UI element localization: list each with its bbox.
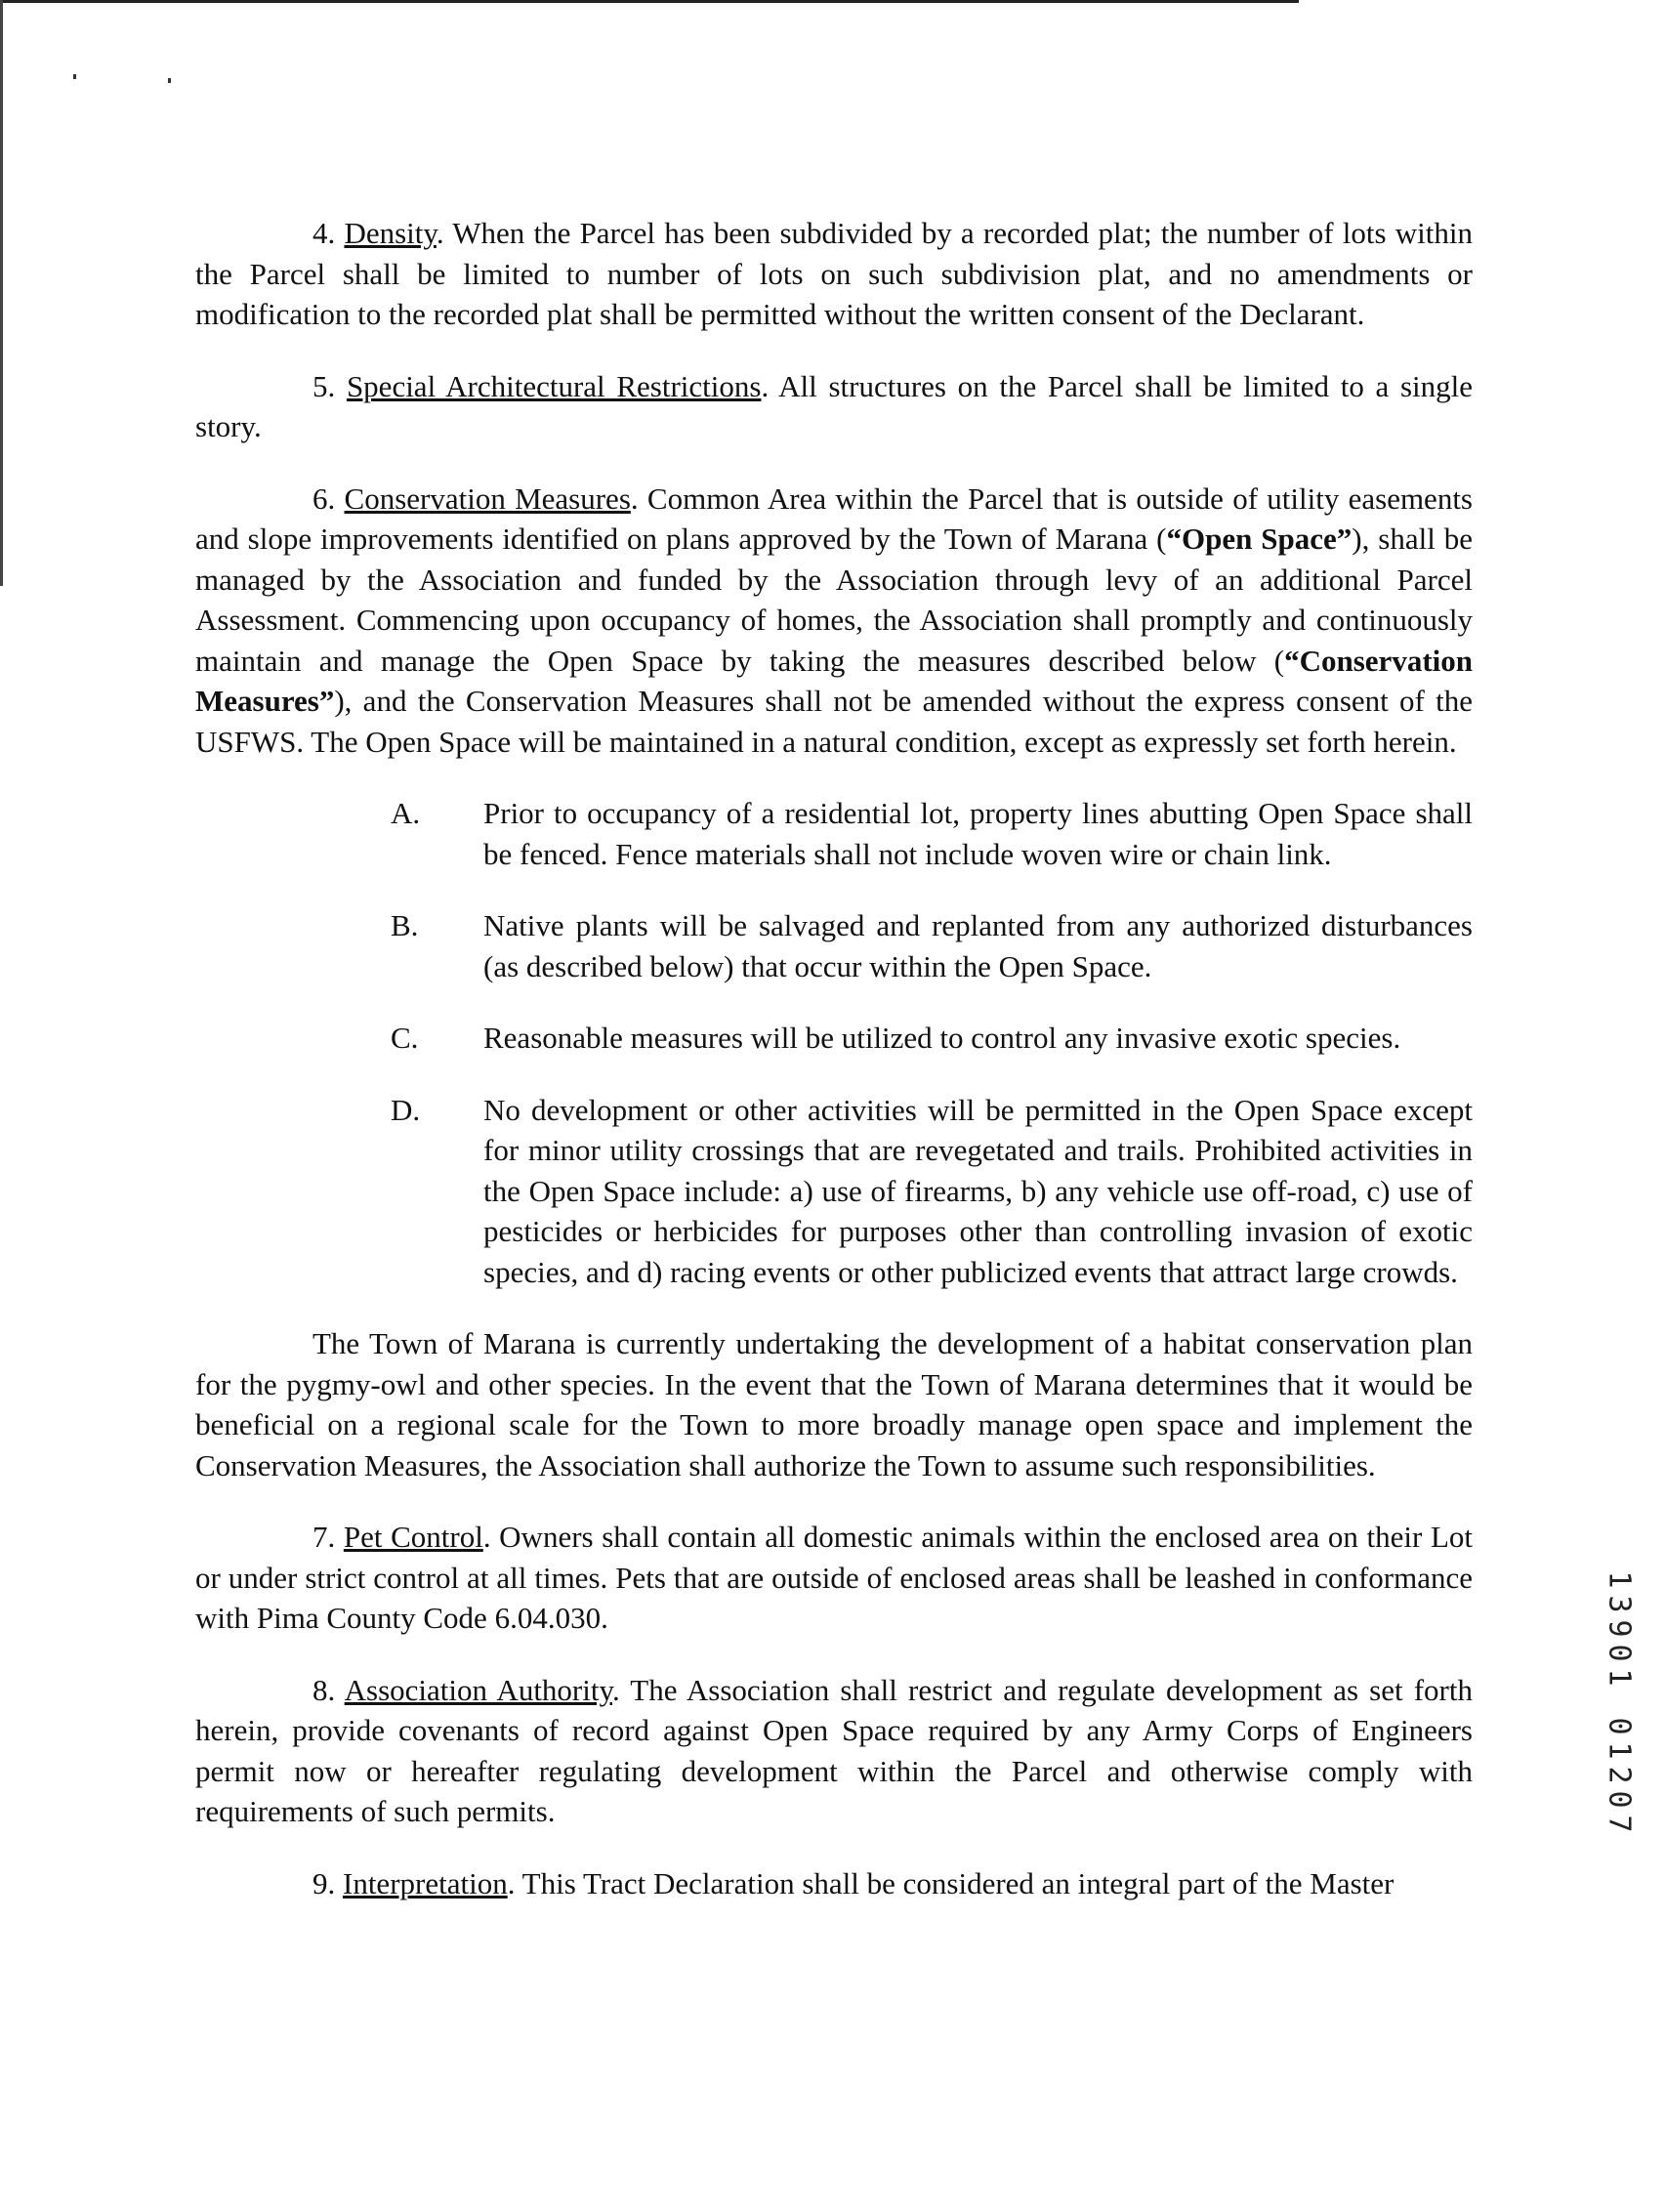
stamp-digit: 2 — [1602, 1766, 1637, 1784]
section-5-architectural — [195, 366, 1473, 447]
measure-item — [195, 905, 1473, 986]
document-body — [195, 213, 1473, 1903]
section-number: 5. — [312, 368, 336, 403]
stamp-digit: 0 — [1602, 1717, 1637, 1735]
section-text: . When the Parcel has been subdivided by a recorded plat; the number of lots within the Parcel shall be limited to number of lots on such subdivision plat, and no amendments or modification to the recorded plat shall be permitted without the written consent of the Declarant. — [195, 216, 1473, 331]
stamp-digit: 1 — [1602, 1570, 1637, 1589]
measure-letter: B. — [391, 908, 419, 942]
scan-edge-left — [0, 0, 3, 586]
defined-term-open-space: “Open Space” — [1166, 522, 1353, 556]
section-8-association-authority — [195, 1670, 1473, 1832]
section-heading: Interpretation — [343, 1865, 508, 1900]
section-text: . The Association shall restrict and regulate development as set forth herein, provide covenants of record against Open Space required by any Army Corps of Engineers permit now or hereafter regulating development within the Parcel and otherwise comply with requirements of such permits. — [195, 1672, 1473, 1828]
measure-letter: A. — [391, 796, 421, 830]
section-number: 7. — [312, 1520, 336, 1554]
section-text: . Owners shall contain all domestic animals within the enclosed area on their Lot or under strict control at all times. Pets that are outside of enclosed areas shall be leashed in conformance with Pima County Code 6.04.030. — [195, 1520, 1473, 1635]
measure-item — [195, 1018, 1473, 1059]
stamp-digit: 7 — [1602, 1815, 1637, 1833]
stamp-digit: 0 — [1602, 1790, 1637, 1809]
section-heading: Association Authority — [344, 1672, 612, 1707]
section-6-conservation — [195, 479, 1473, 763]
section-number: 6. — [312, 480, 336, 516]
section-number: 9. — [312, 1865, 336, 1900]
section-text: ), shall be managed by the Association and funded by the Association through levy of an additional Parcel Assessment. Commencing upon occupancy of homes, the Association shall promptly and continuously maintain and manage the Open Space by taking the measures described below ( — [195, 522, 1473, 678]
scan-speck — [168, 78, 171, 83]
scan-speck — [73, 74, 76, 79]
section-text: . This Tract Declaration shall be considered an integral part of the Master — [507, 1865, 1394, 1900]
section-heading: Pet Control — [343, 1520, 483, 1554]
measure-letter: D. — [391, 1092, 421, 1127]
section-number: 4. — [312, 216, 336, 250]
scan-edge-top — [0, 0, 1299, 3]
section-text: . Common Area within the Parcel that is outside of utility easements and slope improvements identified on plans approved by the Town of Marana ( — [195, 480, 1473, 556]
recording-number-stamp — [1600, 1567, 1639, 1890]
section-heading: Conservation Measures — [344, 480, 631, 516]
measure-letter: C. — [391, 1021, 419, 1055]
measure-text: No development or other activities will be permitted in the Open Space except for minor utility crossings that are revegetated and trails. Prohibited activities in the Open Space include: a) use of firearms, b) any vehicle use off-road, c) use of pesticides or herbicides for purposes other than controlling invasion of exotic species, and d) racing events or other publicized events that attract large crowds. — [483, 1092, 1473, 1289]
stamp-digit: 9 — [1602, 1619, 1637, 1638]
section-text: ), and the Conservation Measures shall not be amended without the express consent of the USFWS. The Open Space will be maintained in a natural condition, except as expressly set forth herein. — [195, 684, 1473, 759]
defined-term-conservation-measures: “Conservation Measures” — [195, 643, 1473, 718]
section-number: 8. — [312, 1672, 336, 1707]
stamp-digit: 1 — [1602, 1668, 1637, 1687]
stamp-digit: 0 — [1602, 1644, 1637, 1662]
stamp-digit: 3 — [1602, 1595, 1637, 1613]
section-heading: Density — [344, 216, 437, 250]
section-text: . All structures on the Parcel shall be limited to a single story. — [195, 368, 1473, 443]
measure-text: Prior to occupancy of a residential lot, property lines abutting Open Space shall be fenced. Fence materials shall not include woven wire or chain link. — [483, 796, 1473, 871]
section-heading: Special Architectural Restrictions — [346, 368, 762, 403]
stamp-digit: 1 — [1602, 1741, 1637, 1760]
town-of-marana-paragraph: The Town of Marana is currently undertaking the development of a habitat conservation plan for the pygmy-owl and other species. In the event that the Town of Marana determines that it would be beneficial on a regional scale for the Town to more broadly manage open space and implement the Conservation Measures, the Association shall authorize the Town to assume such responsibilities. — [195, 1326, 1473, 1482]
measure-item — [195, 793, 1473, 874]
measure-text: Reasonable measures will be utilized to control any invasive exotic species. — [483, 1021, 1401, 1055]
section-9-interpretation — [195, 1863, 1473, 1904]
measure-text: Native plants will be salvaged and replanted from any authorized disturbances (as described below) that occur within the Open Space. — [483, 908, 1473, 983]
section-4-density — [195, 213, 1473, 335]
measure-item — [195, 1090, 1473, 1293]
section-7-pet-control — [195, 1517, 1473, 1639]
